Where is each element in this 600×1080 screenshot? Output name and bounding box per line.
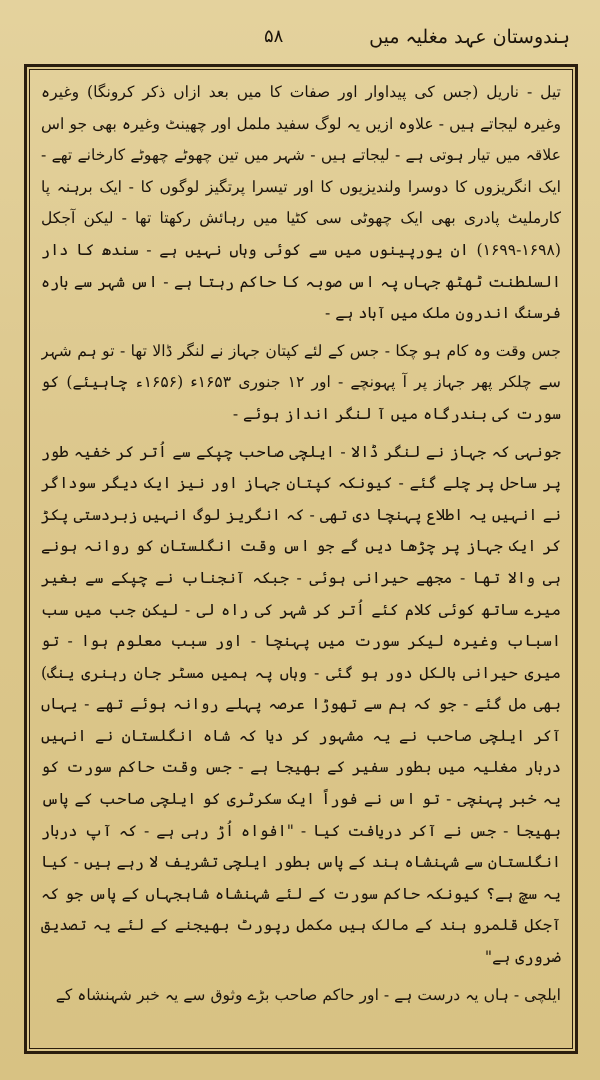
paragraph: تیل - ناریل (جس کی پیداوار اور صفات کا میں بعد ازاں ذکر کرونگا) وغیرہ وغیرہ لیجاتے ہیں - علاوہ ازیں یہ لوگ سفید ململ اور چھینٹ وغیرہ بھی جو اس علاقہ میں تیار ہوتی ہے - لیجاتے ہیں - شہر میں تین چھوٹے چھوٹے کارخانے تھے - ایک انگریزوں کا دوسرا ولندیزیوں کا اور تیسرا پرتگیز لوگوں کا - ایک برہنہ پا کارملیٹ پادری بھی ایک چھوٹی سی کٹیا میں رہائش رکھتا تھا - لیکن آجکل (۱۶۹۸-۱۶۹۹) ان یورپینوں میں سے کوئی وہاں نہیں ہے - سندھ کا دار السلطنت ٹھٹھ جہاں پہ اس صوبہ کا حاکم رہتا ہے - اس شہر سے بارہ فرسنگ اندرون ملک میں آباد ہے - xyxy=(41,83,561,323)
running-title: ہندوستان عہد مغلیہ میں xyxy=(369,26,570,48)
page-number: ۵۸ xyxy=(264,26,284,47)
text-frame xyxy=(24,64,578,1054)
paragraph: جونہی کہ جہاز نے لنگر ڈالا - ایلچی صاحب چپکے سے اُتر کر خفیہ طور پر ساحل پر چلے گئے - کیونکہ کپتان جہاز اور نیز ایک دیگر سوداگر نے انہیں یہ اطلاع پہنچا دی تھی - کہ انگریز لوگ انہیں زبردستی پکڑ کر ایک جہاز پر چڑھا دیں گے جو اس وقت انگلستان کو روانہ ہونے ہی والا تھا - مجھے حیرانی ہوئی - جبکہ آنجناب نے چپکے سے بغیر میرے ساتھ کوئی کلام کئے اُتر کر شہر کی راہ لی - لیکن جب میں سب اسباب وغیرہ لیکر سورت میں پہنچا - اور سبب معلوم ہوا - تو میری حیرانی بالکل دور ہو گئی - وہاں پہ ہمیں مسٹر جان رہنری ینگ) بھی مل گئے - جو کہ ہم سے تھوڑا عرصہ پہلے روانہ ہوئے تھے - یہاں آکر ایلچی صاحب نے یہ مشہور کر دیا کہ شاہ انگلستان نے انہیں دربار مغلیہ میں بطور سفیر کے بھیجا ہے - جس وقت حاکم سورت کو یہ خبر پہنچی - تو اس نے فوراً ایک سکرٹری کو ایلچی صاحب کے پاس بھیجا - جس نے آکر دریافت کیا - "افواہ اُڑ رہی ہے - کہ آپ دربار انگلستان سے شہنشاہ ہند کے پاس بطور ایلچی تشریف لا رہے ہیں - کیا یہ سچ ہے؟ کیونکہ حاکم سورت کے لئے شہنشاہ شاہجہاں کے پاس جو کہ آجکل قلمرو ہند کے مالک ہیں مکمل رپورٹ بھیجنے کے لئے یہ تصدیق ضروری ہے" xyxy=(41,442,561,967)
body-text xyxy=(41,77,561,1041)
paragraph: ایلچی - ہاں یہ درست ہے - اور حاکم صاحب بڑے وثوق سے یہ خبر شہنشاہ کے xyxy=(55,985,561,1004)
paragraph: جس وقت وہ کام ہو چکا - جس کے لئے کپتان جہاز نے لنگر ڈالا تھا - تو ہم شہر سے چلکر پھر جہاز پر آ پہونچے - اور ۱۲ جنوری ۱۶۵۳ء (۱۶۵۶ء چاہیئے) کو سورت کی بندرگاہ میں آ لنگر انداز ہوئے - xyxy=(41,341,561,423)
page-header xyxy=(24,22,578,62)
